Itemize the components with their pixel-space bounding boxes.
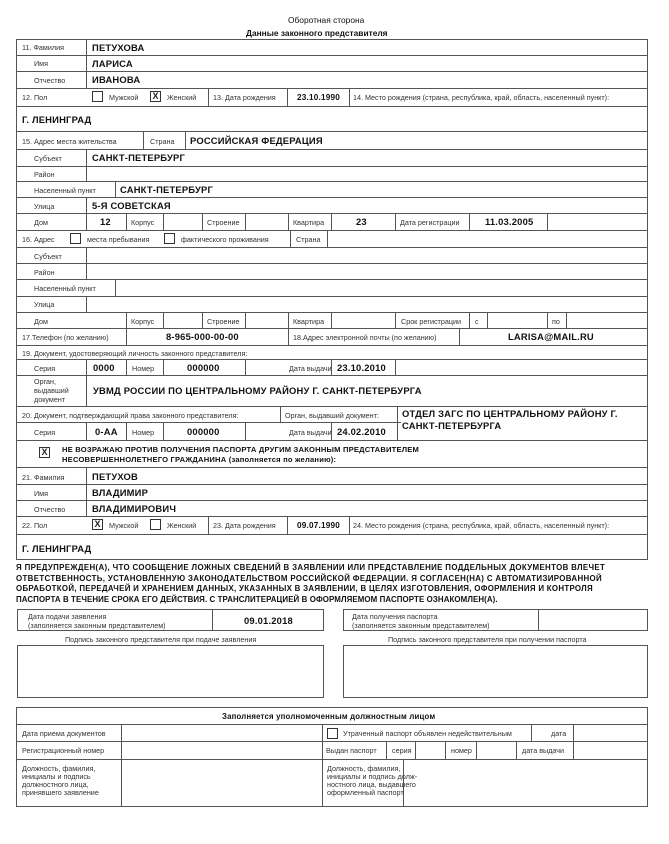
surname-label: 11. Фамилия <box>22 43 64 52</box>
surname-value[interactable]: ПЕТУХОВА <box>92 42 145 53</box>
stay-checkbox[interactable] <box>70 233 81 244</box>
patronymic-value[interactable]: ИВАНОВА <box>92 74 141 85</box>
official-left-1: Должность, фамилия, <box>22 764 96 773</box>
rights-number-label: Номер <box>132 428 155 437</box>
id-series-value[interactable]: 0000 <box>93 362 115 373</box>
rep2-surname-label: 21. Фамилия <box>22 473 65 482</box>
lost-date-label: дата <box>551 729 567 738</box>
rights-issue-date-label: Дата выдачи <box>289 428 332 437</box>
issued-date-label: дата выдачи <box>522 746 565 755</box>
birth-place-value[interactable]: Г. ЛЕНИНГРАД <box>22 114 92 125</box>
rep2-male-label: Мужской <box>109 521 139 530</box>
patronymic-label: Отчество <box>34 76 66 85</box>
rep2-birth-place-label: 24. Место рождения (страна, республика, край, область, населенный пункт): <box>353 521 610 530</box>
rep2-birth-date-value[interactable]: 09.07.1990 <box>297 521 340 530</box>
female-checkbox[interactable]: X <box>150 91 161 102</box>
reg-to-label: по <box>552 317 560 326</box>
section-title: Данные законного представителя <box>246 28 388 38</box>
lost-passport-checkbox[interactable] <box>327 728 338 739</box>
id-number-label: Номер <box>132 364 155 373</box>
rights-issuer-value-2[interactable]: САНКТ-ПЕТЕРБУРГА <box>402 420 502 431</box>
id-issuer-label: Орган, выдавший документ <box>34 377 69 404</box>
structure2-label: Строение <box>207 317 240 326</box>
sign-receive-label: Подпись законного представителя при получении паспорта <box>388 635 587 644</box>
reg-number-label: Регистрационный номер <box>22 746 105 755</box>
sign-submit-label: Подпись законного представителя при подаче заявления <box>65 635 257 644</box>
issued-series-label: серия <box>392 746 412 755</box>
name-label: Имя <box>34 59 48 68</box>
rep2-birth-date-label: 23. Дата рождения <box>213 521 276 530</box>
locality-value[interactable]: САНКТ-ПЕТЕРБУРГ <box>120 184 214 195</box>
consent-text-1: НЕ ВОЗРАЖАЮ ПРОТИВ ПОЛУЧЕНИЯ ПАСПОРТА ДРУГИМ ЗАКОННЫМ ПРЕДСТАВИТЕЛЕМ <box>62 445 420 454</box>
sign-submit-box[interactable] <box>17 645 324 698</box>
stay-label: места пребывания <box>87 235 150 244</box>
email-value[interactable]: LARISA@MAIL.RU <box>508 331 594 342</box>
subject-label: Субъект <box>34 154 62 163</box>
reg-term-label: Срок регистрации <box>401 317 461 326</box>
district-label: Район <box>34 170 55 179</box>
warning-line-1: Я ПРЕДУПРЕЖДЕН(А), ЧТО СООБЩЕНИЕ ЛОЖНЫХ СВЕДЕНИЙ В ЗАЯВЛЕНИИ ИЛИ ПРЕДСТАВЛЕНИЕ ПОДДЕЛЬНЫХ ДОКУМЕНТОВ ВЛЕЧЕТ <box>16 563 606 572</box>
street-value[interactable]: 5-Я СОВЕТСКАЯ <box>92 200 171 211</box>
residence-label: 15. Адрес места жительства <box>22 137 117 146</box>
submit-date-label-1: Дата подачи заявления <box>28 612 107 621</box>
lost-passport-label: Утраченный паспорт объявлен недействительным <box>343 729 512 738</box>
street-label: Улица <box>34 202 55 211</box>
receive-date-label-1: Дата получения паспорта <box>352 612 438 621</box>
actual-checkbox[interactable] <box>164 233 175 244</box>
issued-number-label: номер <box>451 746 472 755</box>
male-checkbox[interactable] <box>92 91 103 102</box>
warning-line-3: ОБРАБОТКОЙ, ПЕРЕДАЧЕЙ И ХРАНЕНИЕМ ДАННЫХ, УКАЗАННЫХ В ЗАЯВЛЕНИИ, В ЦЕЛЯХ ИЗГОТОВЛЕНИЯ, ОФОРМЛЕНИЯ И КОНТРОЛЯ <box>16 584 593 593</box>
official-left-2: инициалы и подпись <box>22 772 91 781</box>
reg-date-label: Дата регистрации <box>400 218 460 227</box>
rights-series-value[interactable]: 0-АА <box>95 426 118 437</box>
rep2-female-checkbox[interactable] <box>150 519 161 530</box>
rep2-male-checkbox[interactable]: X <box>92 519 103 530</box>
official-left-4: принявшего заявление <box>22 788 99 797</box>
submit-date-value[interactable]: 09.01.2018 <box>244 615 293 626</box>
id-number-value[interactable]: 000000 <box>187 362 220 373</box>
building2-label: Корпус <box>131 317 155 326</box>
birth-date-value[interactable]: 23.10.1990 <box>297 93 340 102</box>
rep2-name-label: Имя <box>34 489 48 498</box>
birth-date-label: 13. Дата рождения <box>213 93 276 102</box>
sign-receive-box[interactable] <box>343 645 648 698</box>
rights-issue-date-value[interactable]: 24.02.2010 <box>337 426 386 437</box>
country2-label: Страна <box>296 235 321 244</box>
house-value[interactable]: 12 <box>100 216 111 227</box>
street2-label: Улица <box>34 300 55 309</box>
female-label: Женский <box>167 93 197 102</box>
male-label: Мужской <box>109 93 139 102</box>
issued-passport-label: Выдан паспорт <box>326 746 377 755</box>
subject2-label: Субъект <box>34 252 62 261</box>
official-title: Заполняется уполномоченным должностным лицом <box>222 712 436 721</box>
rights-issuer-label: Орган, выдавший документ: <box>285 411 379 420</box>
subject-value[interactable]: САНКТ-ПЕТЕРБУРГ <box>92 152 186 163</box>
rep2-patronymic-label: Отчество <box>34 505 66 514</box>
id-doc-label: 19. Документ, удостоверяющий личность законного представителя: <box>22 349 248 358</box>
consent-checkbox[interactable]: X <box>39 447 50 458</box>
warning-line-2: ОТВЕТСТВЕННОСТЬ, УСТАНОВЛЕННУЮ ЗАКОНОДАТЕЛЬСТВОМ РОССИЙСКОЙ ФЕДЕРАЦИИ. Я СОГЛАСЕН(НА) С АВТОМАТИЗИРОВАННОЙ <box>16 573 603 583</box>
name-value[interactable]: ЛАРИСА <box>92 58 133 69</box>
id-issue-date-label: Дата выдачи <box>289 364 332 373</box>
reg-from-label: с <box>475 317 479 326</box>
id-issue-date-value[interactable]: 23.10.2010 <box>337 362 386 373</box>
submit-date-label-2: (заполняется законным представителем) <box>28 621 166 630</box>
address16-label: 16. Адрес <box>22 235 55 244</box>
reg-date-value[interactable]: 11.03.2005 <box>485 216 534 227</box>
country-value[interactable]: РОССИЙСКАЯ ФЕДЕРАЦИЯ <box>190 135 323 146</box>
official-right-4: оформленный паспорт <box>327 788 404 797</box>
reverse-side-label: Оборотная сторона <box>288 15 365 25</box>
receive-date-label-2: (заполняется законным представителем) <box>352 621 490 630</box>
rep2-birth-place-value[interactable]: Г. ЛЕНИНГРАД <box>22 543 92 554</box>
consent-text-2: НЕСОВЕРШЕННОЛЕТНЕГО ГРАЖДАНИНА (заполняется по желанию): <box>62 455 337 464</box>
official-right-2: инициалы и подпись долж- <box>327 772 418 781</box>
building-label: Корпус <box>131 218 155 227</box>
phone-value[interactable]: 8-965-000-00-00 <box>166 331 239 342</box>
official-right-1: Должность, фамилия, <box>327 764 401 773</box>
official-right-3: ностного лица, выдавшего <box>327 780 416 789</box>
apartment2-label: Квартира <box>293 317 325 326</box>
accept-date-label: Дата приема документов <box>22 729 106 738</box>
locality2-label: Населенный пункт <box>34 284 96 293</box>
birth-place-label: 14. Место рождения (страна, республика, край, область, населенный пункт): <box>353 93 610 102</box>
apartment-value[interactable]: 23 <box>356 216 367 227</box>
rep2-sex-label: 22. Пол <box>22 521 48 530</box>
official-left-3: должностного лица, <box>22 780 89 789</box>
rep2-patronymic-value[interactable]: ВЛАДИМИРОВИЧ <box>92 503 177 514</box>
rep2-surname-value[interactable]: ПЕТУХОВ <box>92 471 139 482</box>
rights-series-label: Серия <box>34 428 56 437</box>
country-label: Страна <box>150 137 175 146</box>
email-label: 18.Адрес электронной почты (по желанию) <box>293 333 437 342</box>
sex-label: 12. Пол <box>22 93 48 102</box>
rep2-female-label: Женский <box>167 521 197 530</box>
warning-text <box>16 563 648 605</box>
warning-line-4: ПАСПОРТА В ТЕЧЕНИЕ СРОКА ЕГО ДЕЙСТВИЯ. С ТРАНСЛИТЕРАЦИЕЙ В ОФОРМЛЯЕМОМ ПАСПОРТЕ ОЗНАКОМЛЕН(А). <box>16 594 498 604</box>
locality-label: Населенный пункт <box>34 186 96 195</box>
apartment-label: Квартира <box>293 218 325 227</box>
id-issuer-value[interactable]: УВМД РОССИИ ПО ЦЕНТРАЛЬНОМУ РАЙОНУ Г. САНКТ-ПЕТЕРБУРГА <box>93 385 422 396</box>
district2-label: Район <box>34 268 55 277</box>
house-label: Дом <box>34 218 48 227</box>
phone-label: 17.Телефон (по желанию) <box>22 333 109 342</box>
structure-label: Строение <box>207 218 240 227</box>
actual-label: фактического проживания <box>181 235 269 244</box>
rights-number-value[interactable]: 000000 <box>187 426 220 437</box>
rep2-name-value[interactable]: ВЛАДИМИР <box>92 487 149 498</box>
rights-issuer-value-1[interactable]: ОТДЕЛ ЗАГС ПО ЦЕНТРАЛЬНОМУ РАЙОНУ Г. <box>402 408 618 419</box>
rights-doc-label: 20. Документ, подтверждающий права законного представителя: <box>22 411 239 420</box>
id-series-label: Серия <box>34 364 56 373</box>
house2-label: Дом <box>34 317 48 326</box>
